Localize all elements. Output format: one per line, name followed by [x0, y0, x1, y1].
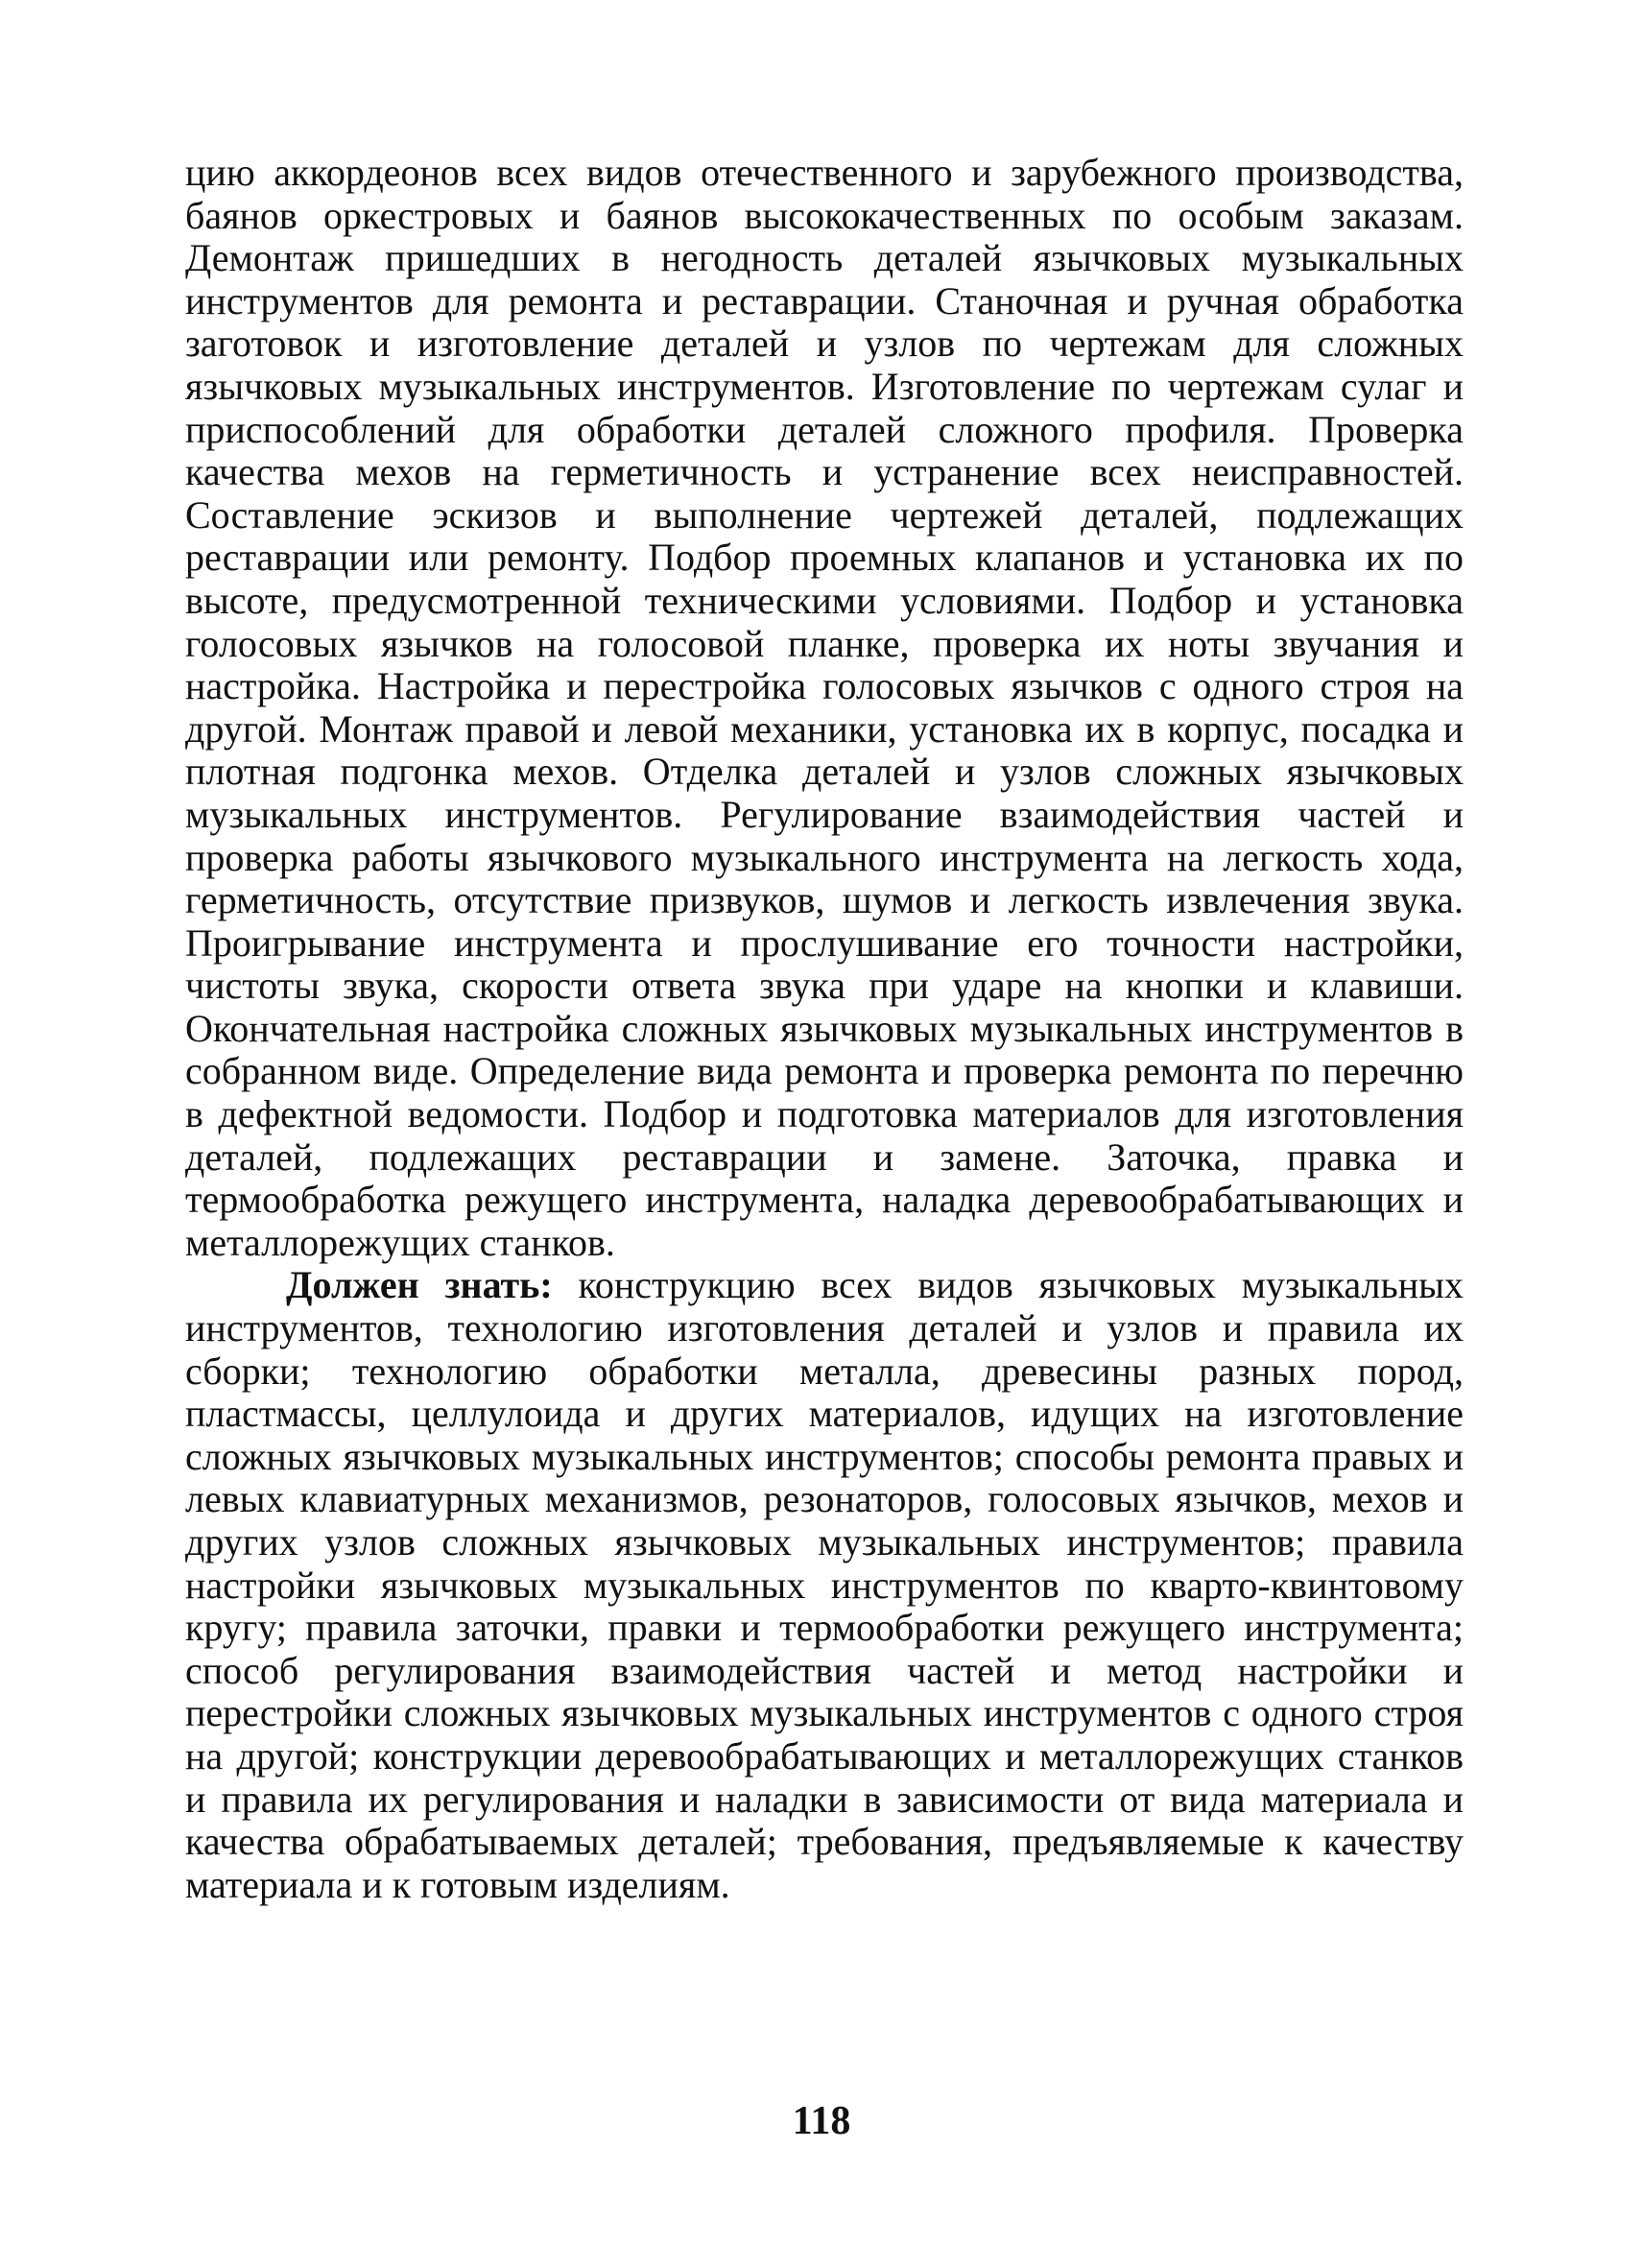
- paragraph-lead-in: Должен знать:: [286, 1263, 553, 1307]
- page-number: 118: [792, 2099, 851, 2143]
- paragraph-must-know: [185, 1264, 1464, 1906]
- paragraph-must-know-body: конструкцию всех видов язычковых музыкальных инструментов, технологию изготовления деталей и узлов и правила их сборки; технологию обработки металла, древесины разных пород, пластмассы, целлулоида и других материалов, идущих на изготовление сложных язычковых музыкальных инструментов; способы ремонта правых и левых клавиатурных механизмов, резонаторов, голосовых язычков, мехов и других узлов сложных язычковых музыкальных инструментов; правила настройки язычковых музыкальных инструментов по кварто-квинтовому кругу; правила заточки, правки и термообработки режущего инструмента; способ регулирования взаимодействия частей и метод настройки и перестройки сложных язычковых музыкальных инструментов с одного строя на другой; конструкции деревообрабатывающих и металлорежущих станков и правила их регулирования и наладки в зависимости от вида материала и качества обрабатываемых деталей; требования, предъявляемые к качеству материала и к готовым изделиям.: [185, 1263, 1464, 1906]
- paragraph-work-description: цию аккордеонов всех видов отечественного и зарубежного производства, баянов оркестровых и баянов высококачественных по особым заказам. Демонтаж пришедших в негодность деталей язычковых музыкальных инструментов для ремонта и реставрации. Станочная и ручная обработка заготовок и изготовление деталей и узлов по чертежам для сложных язычковых музыкальных инструментов. Изготовление по чертежам сулаг и приспособлений для обработки деталей сложного профиля. Проверка качества мехов на герметичность и устранение всех неисправностей. Составление эскизов и выполнение чертежей деталей, подлежащих реставрации или ремонту. Подбор проемных клапанов и установка их по высоте, предусмотренной техническими условиями. Подбор и установка голосовых язычков на голосовой планке, проверка их ноты звучания и настройка. Настройка и перестройка голосовых язычков с одного строя на другой. Монтаж правой и левой механики, установка их в корпус, посадка и плотная подгонка мехов. Отделка деталей и узлов сложных язычковых музыкальных инструментов. Регулирование взаимодействия частей и проверка работы язычкового музыкального инструмента на легкость хода, герметичность, отсутствие призвуков, шумов и легкость извлечения звука. Проигрывание инструмента и прослушивание его точности настройки, чистоты звука, скорости ответа звука при ударе на кнопки и клавиши. Окончательная настройка сложных язычковых музыкальных инструментов в собранном виде. Определение вида ремонта и проверка ремонта по перечню в дефектной ведомости. Подбор и подготовка материалов для изготовления деталей, подлежащих реставрации и замене. Заточка, правка и термообработка режущего инструмента, наладка деревообрабатывающих и металлорежущих станков.: [185, 151, 1464, 1264]
- body-text: [185, 152, 1464, 1906]
